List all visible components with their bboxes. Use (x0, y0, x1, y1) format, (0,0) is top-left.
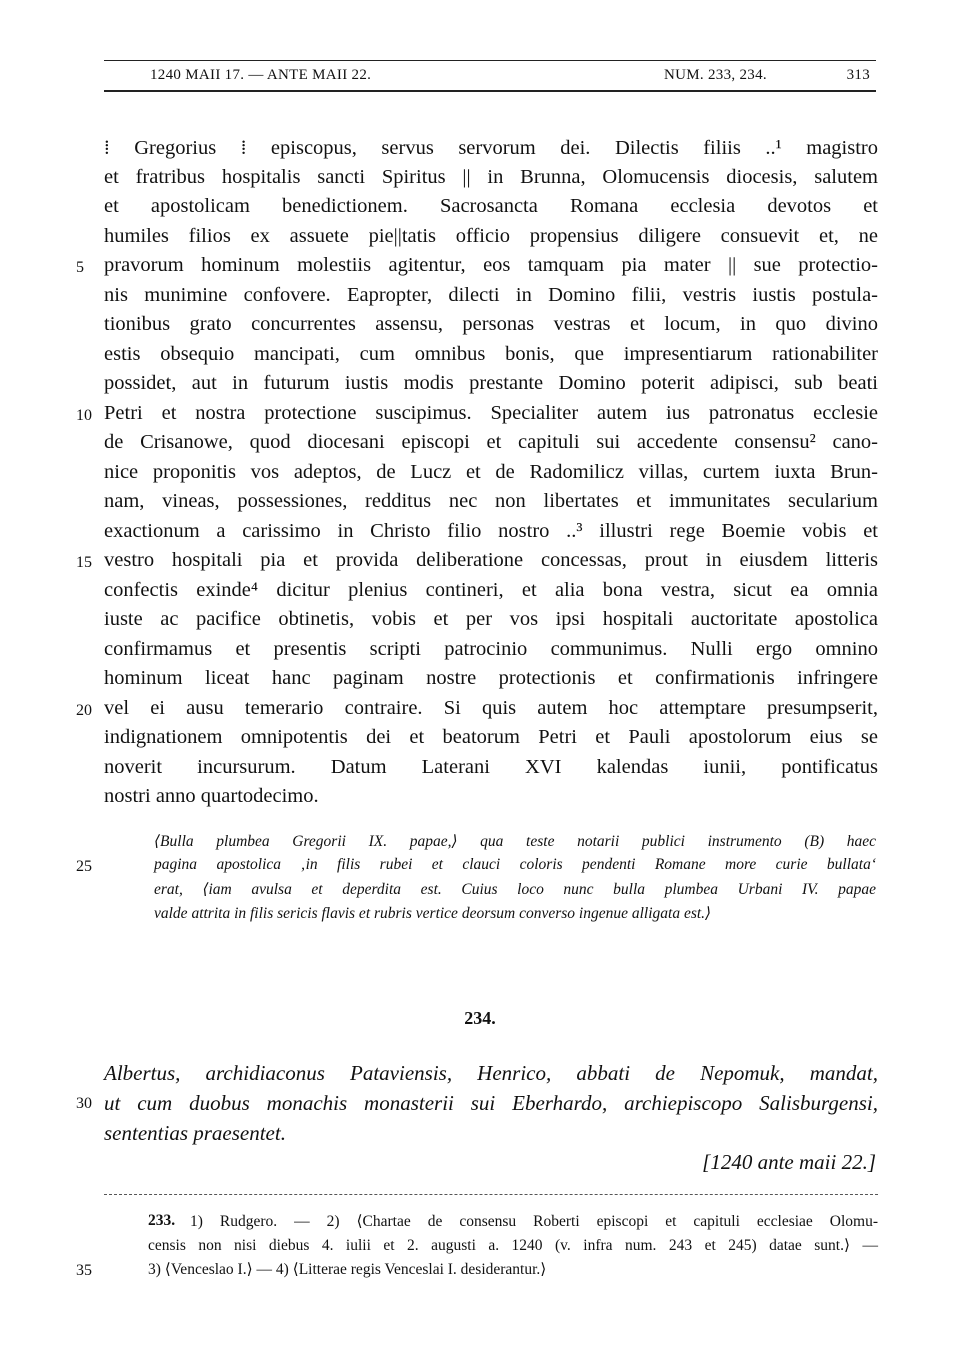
charter-line: indignationem omnipotentis dei et beatorum Petri et Pauli apostolorum eius se (104, 726, 878, 748)
margin-line-number: 5 (76, 259, 84, 276)
document-number: 234. (464, 1008, 496, 1028)
charter-line: Petri et nostra protectione suscipimus. Specialiter autem ius patronatus ecclesie (104, 402, 878, 424)
regest-line: Albertus, archidiaconus Pataviensis, Henrico, abbati de Nepomuk, mandat, (104, 1061, 878, 1085)
charter-line: nis munimine confovere. Eapropter, dilecti in Domino filii, vestris iustis postula- (104, 284, 878, 306)
charter-line: confirmamus et presentis scripti patrocinio communimus. Nulli ergo omnino (104, 638, 878, 660)
charter-line: iuste ac pacifice obtinetis, vobis et per vos ipsi hospitali auctoritate apostolica (104, 608, 878, 630)
charter-line: vestro hospitali pia et provida deliberatione concessas, prout in eiusdem litteris (104, 549, 878, 571)
header-date-range: 1240 MAII 17. — ANTE MAII 22. (150, 67, 372, 83)
charter-line: vel ei ausu temerario contraire. Si quis autem hoc attemptare presumpserit, (104, 697, 878, 719)
seal-note-line: valde attrita in filis sericis flavis et rubris vertice deorsum converso ingenue alligata est.⟩ (154, 905, 712, 922)
seal-note-line: erat, ⟨iam avulsa et deperdita est. Cuius loco nunc bulla plumbea Urbani IV. papae (154, 881, 876, 898)
margin-line-number: 10 (76, 407, 92, 424)
footnote-line: censis non nisi diebus 4. iulii et 2. augusti a. 1240 (v. infra num. 243 et 245) datae sunt.⟩ — (148, 1237, 878, 1254)
charter-line: estis obsequio mancipati, cum omnibus bonis, que impresentiarum rationabiliter (104, 343, 878, 365)
header-bottom-rule (104, 90, 876, 92)
footnote-rule (104, 1194, 878, 1195)
charter-line: pravorum hominum molestiis agitentur, eos tamquam pia mater || sue protectio- (104, 254, 878, 276)
charter-line: et fratribus hospitalis sancti Spiritus || in Brunna, Olomucensis diocesis, salutem (104, 166, 878, 188)
header-page-number: 313 (846, 67, 870, 83)
charter-line: noverit incursurum. Datum Laterani XVI kalendas iunii, pontificatus (104, 756, 878, 778)
charter-line: confectis exinde⁴ dicitur plenius contineri, et alia bona vestra, sicut ea omnia (104, 579, 878, 601)
charter-line: exactionum a carissimo in Christo filio nostro ..³ illustri rege Boemie vobis et (104, 520, 878, 542)
charter-line: humiles filios ex assuete pie||tatis officio propensius diligere consuevit et, ne (104, 225, 878, 247)
margin-line-number: 15 (76, 554, 92, 571)
charter-line: nostri anno quartodecimo. (104, 785, 319, 807)
charter-line: de Crisanowe, quod diocesani episcopi et capituli sui accedente consensu² cano- (104, 431, 878, 453)
charter-line: tionibus grato concurrentes assensu, personas vestras et locum, in quo divino (104, 313, 878, 335)
seal-note-line: pagina apostolica ‚in filis rubei et clauci coloris pendenti Romane more curie bullata‘ (154, 856, 876, 873)
running-header (104, 60, 876, 90)
header-document-numbers: NUM. 233, 234. (664, 67, 767, 83)
footnote-line: 3) ⟨Venceslao I.⟩ — 4) ⟨Litterae regis Venceslai I. desiderantur.⟩ (148, 1261, 547, 1278)
charter-line: nice proponitis vos adeptos, de Lucz et de Radomilicz villas, curtem iuxta Brun- (104, 461, 878, 483)
regest-date: [1240 ante maii 22.] (702, 1150, 876, 1174)
margin-line-number: 30 (76, 1095, 92, 1112)
charter-line: et apostolicam benedictionem. Sacrosancta Romana ecclesia devotos et (104, 195, 878, 217)
seal-note-line: ⟨Bulla plumbea Gregorii IX. papae,⟩ qua teste notarii publici instrumento (B) haec (154, 833, 876, 850)
footnote-label: 233. (148, 1212, 176, 1229)
charter-line: possidet, aut in futurum iustis modis prestante Domino poterit adipisci, sub beati (104, 372, 878, 394)
charter-line: nam, vineas, possessiones, redditus nec non libertates et immunitates secularium (104, 490, 878, 512)
footnote-line: 1) Rudgero. — 2) ⟨Chartae de consensu Roberti episcopi et capituli ecclesiae Olomu- (190, 1213, 878, 1230)
charter-line: hominum liceat hanc paginam nostre protectionis et confirmationis infringere (104, 667, 878, 689)
regest-line: ut cum duobus monachis monasterii sui Eberhardo, archiepiscopo Salisburgensi, (104, 1091, 878, 1115)
margin-line-number: 35 (76, 1262, 92, 1279)
charter-line: ⁞ Gregorius ⁞ episcopus, servus servorum dei. Dilectis filiis ..¹ magistro (104, 137, 878, 159)
regest-line: sententias praesentet. (104, 1121, 286, 1145)
margin-line-number: 20 (76, 702, 92, 719)
header-top-rule (104, 60, 876, 61)
margin-line-number: 25 (76, 858, 92, 875)
